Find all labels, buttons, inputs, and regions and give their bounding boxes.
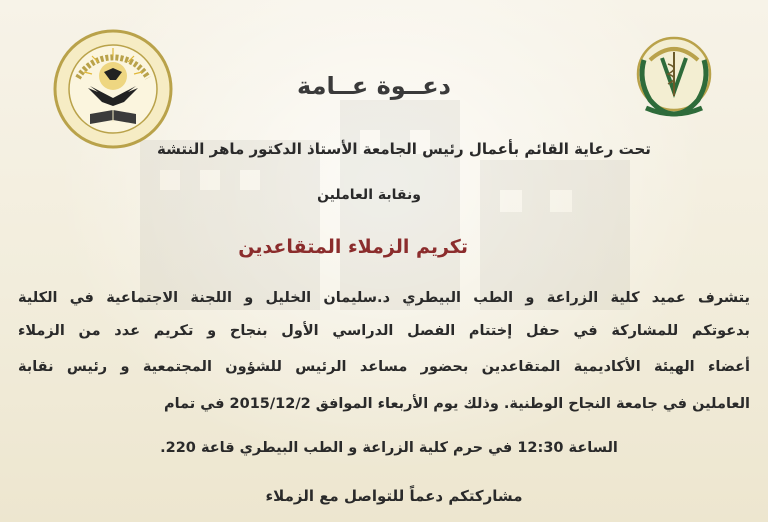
patronage-line: تحت رعاية القائم بأعمال رئيس الجامعة الأستاذ الدكتور ماهر النتشة bbox=[157, 140, 651, 158]
body-line: بدعوتكم للمشاركة في حفل إختتام الفصل الدراسي الأول بنجاح و تكريم عدد من الزملاء bbox=[18, 323, 750, 339]
union-line: ونقابة العاملين bbox=[317, 187, 421, 203]
honor-heading: تكريم الزملاء المتقاعدين bbox=[238, 236, 468, 258]
body-line: يتشرف عميد كلية الزراعة و الطب البيطري د.سليمان الخليل و اللجنة الاجتماعية في الكلية bbox=[18, 290, 750, 306]
closing-line: مشاركتكم دعماً للتواصل مع الزملاء bbox=[265, 487, 523, 505]
body-line: العاملين في جامعة النجاح الوطنية. وذلك يوم الأربعاء الموافق 2015/12/2 في تمام bbox=[164, 396, 750, 412]
body-line: الساعة 12:30 في حرم كلية الزراعة و الطب البيطري قاعة 220. bbox=[160, 440, 618, 456]
veterinary-laurel-emblem-icon bbox=[628, 30, 720, 124]
university-eagle-seal-icon bbox=[52, 28, 174, 150]
invitation-title: دعــوة عــامة bbox=[297, 72, 451, 100]
body-line: أعضاء الهيئة الأكاديمية المتقاعدين بحضور مساعد الرئيس للشؤون المجتمعية و رئيس نقابة bbox=[18, 359, 750, 375]
